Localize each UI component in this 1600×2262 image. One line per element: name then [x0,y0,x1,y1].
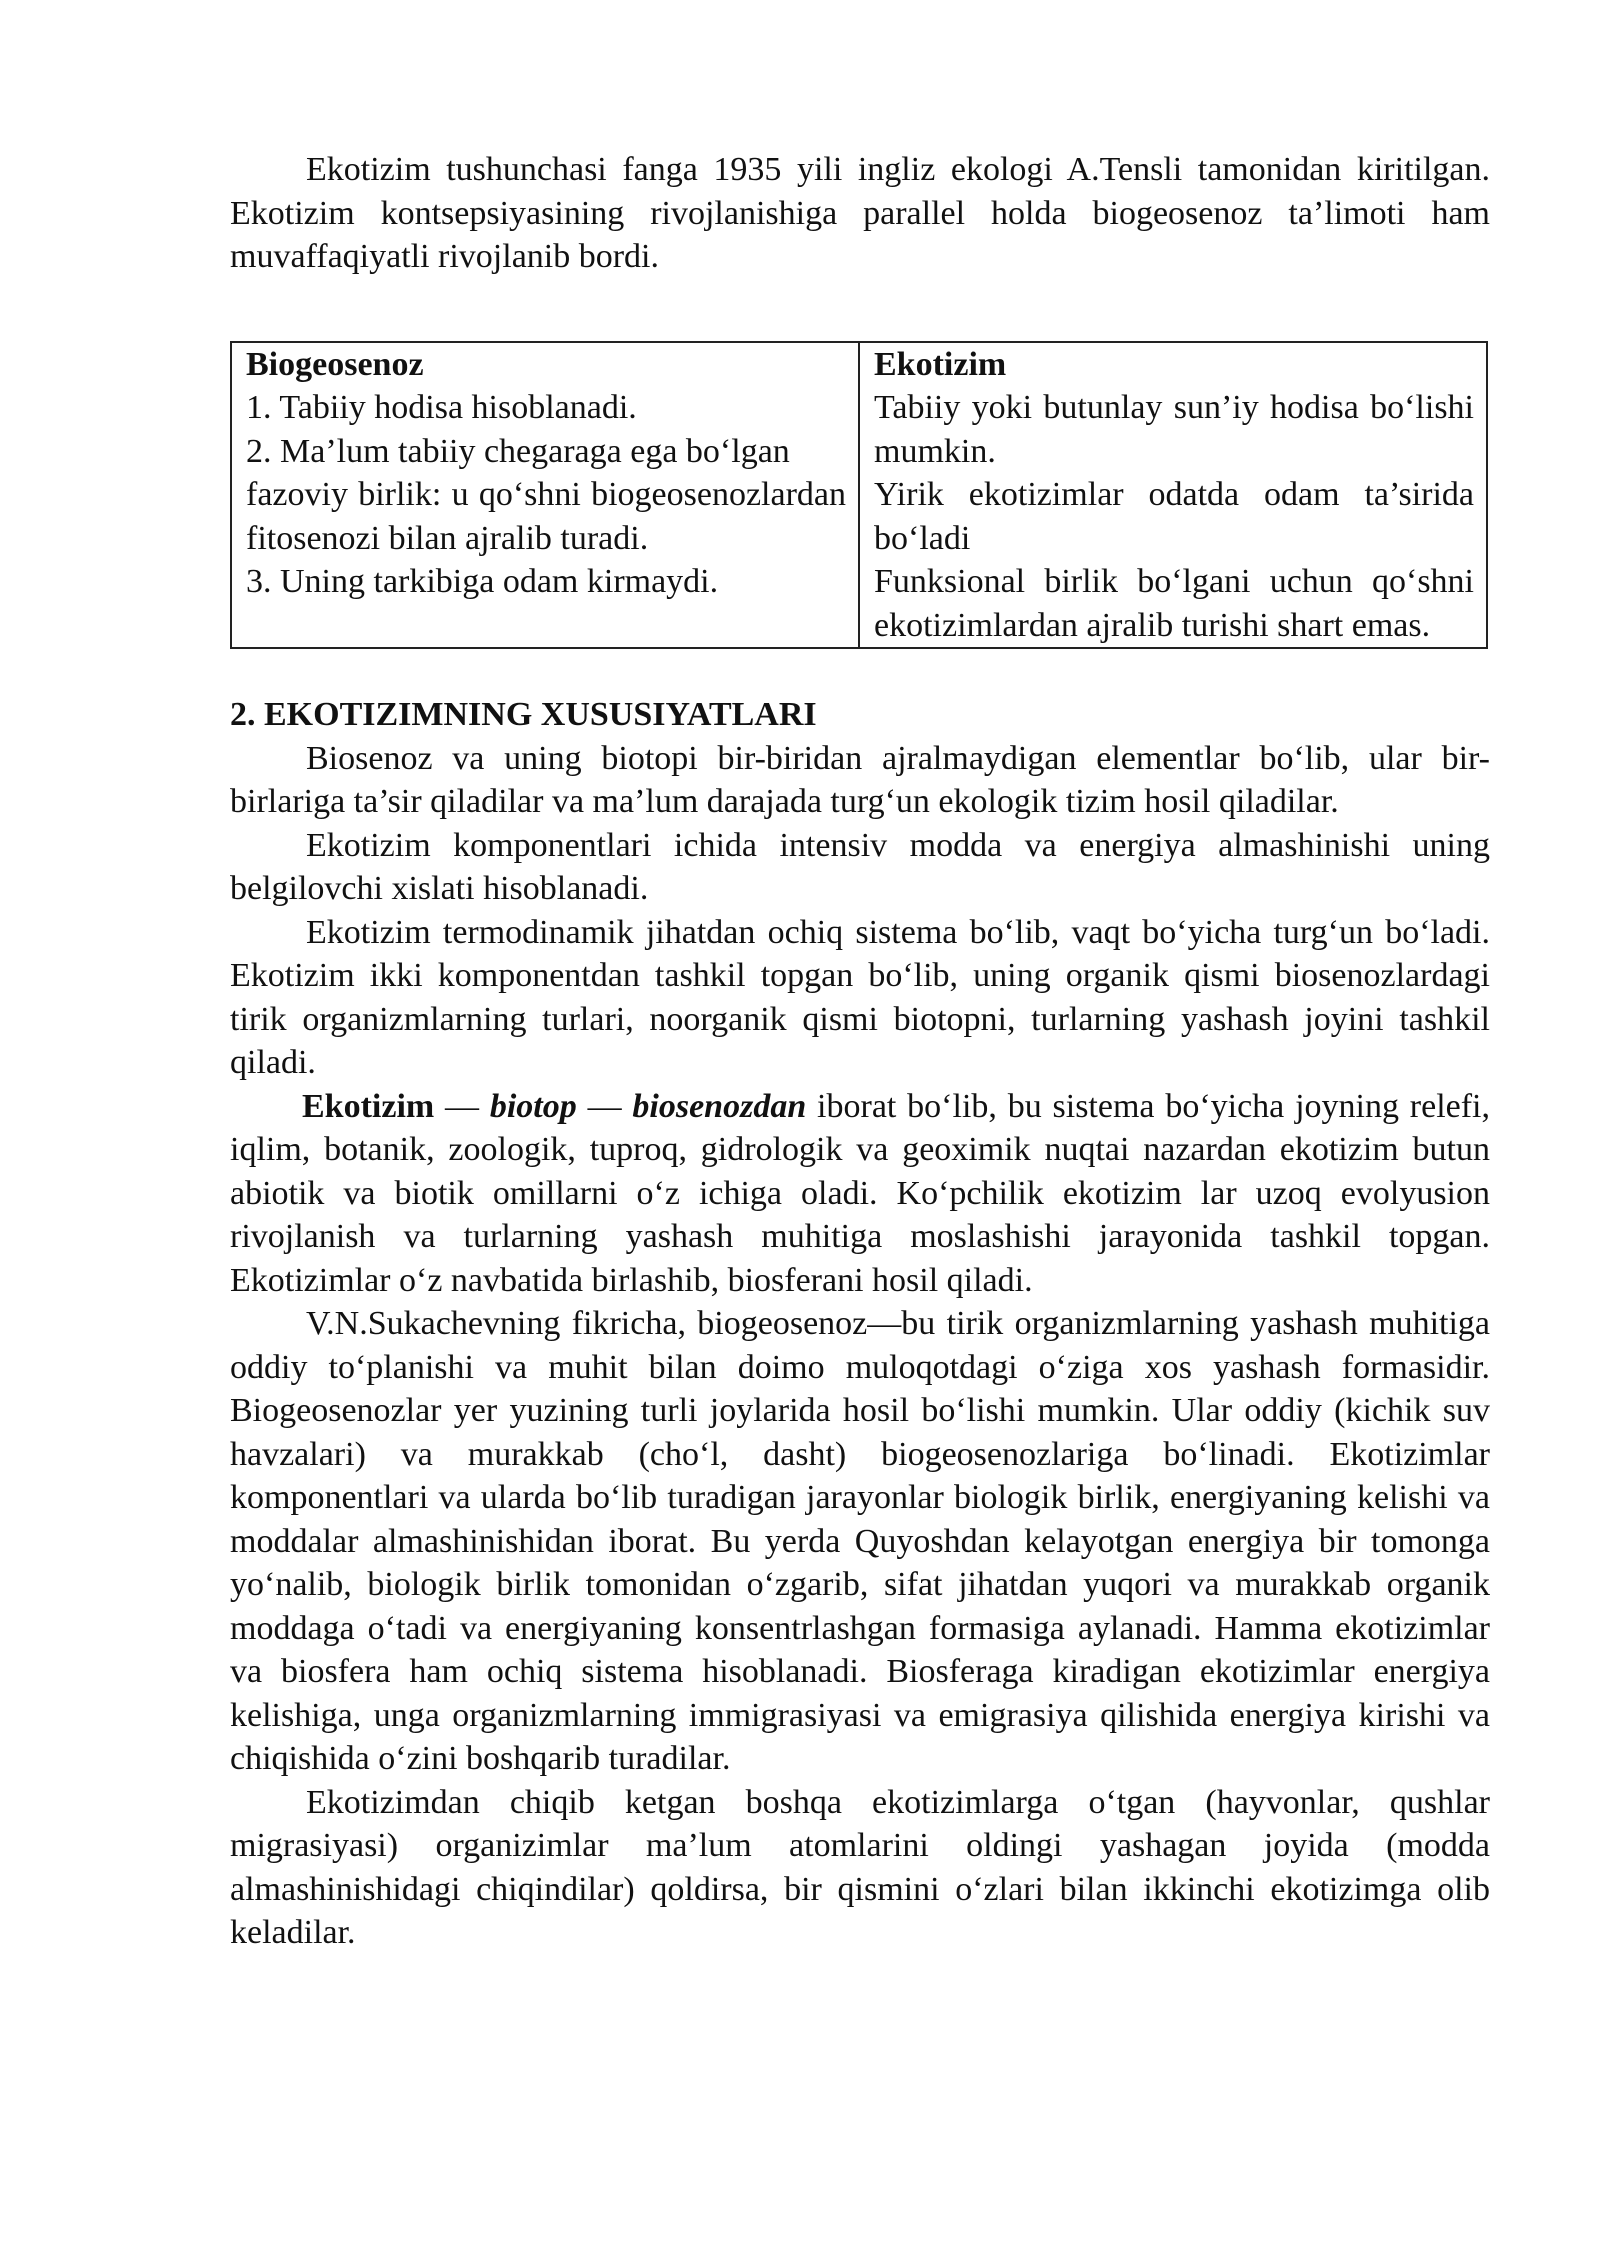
ekotizim-line: Funksional birlik bo‘lgani uchun qo‘shni ekotizimlardan ajralib turishi shart emas. [874,563,1474,644]
section-heading: 2. EKOTIZIMNING XUSUSIYATLARI [230,696,817,733]
ekotizim-line: Tabiiy yoki butunlay sun’iy hodisa bo‘lishi mumkin. [874,389,1474,470]
body-paragraph-definition [230,1085,1490,1303]
biogeosenoz-heading: Biogeosenoz [246,345,424,383]
document-page [230,148,1490,1955]
biogeosenoz-line: fazoviy birlik: u qo‘shni biogeosenozlardan fitosenozi bilan ajralib turadi. [246,476,846,557]
dash: — [576,1087,633,1125]
intro-paragraph: Ekotizim tushunchasi fanga 1935 yili ingliz ekologi A.Tensli tamonidan kiritilgan. Ekotizim kontsepsiyasining rivojlanishiga parallel holda biogeosenoz ta’limoti ham muvaffaqiyatli rivojlanib bordi. [230,151,1490,275]
biogeosenoz-line: 3. Uning tarkibiga odam kirmaydi. [246,563,719,600]
definition-text: iborat bo‘lib, bu sistema bo‘yicha joyning relefi, iqlim, botanik, zoologik, tuproq, gidrologik va geoximik nuqtai nazardan ekotizim butun abiotik va biotik omillarni o‘z ichiga oladi. Ko‘pchilik ekotizim lar uzoq evolyusion rivojlanish va turlarning yashash muhitiga moslashishi jarayonida tashkil topgan. Ekotizimlar o‘z navbatida birlashib, biosferani hosil qiladi. [230,1087,1491,1299]
biogeosenoz-line: 1. Tabiiy hodisa hisoblanadi. [246,389,637,426]
term-biosenozdan: biosenozdan [632,1087,807,1125]
body-paragraph: V.N.Sukachevning fikricha, biogeosenoz—bu tirik organizmlarning yashash muhitiga oddiy to‘planishi va muhit bilan doimo muloqotdagi o‘ziga xos yashash formasidir. Biogeosenozlar yer yuzining turli joylarida hosil bo‘lishi mumkin. Ular oddiy (kichik suv havzalari) va murakkab (cho‘l, dasht) biogeosenozlariga bo‘linadi. Ekotizimlar komponentlari va ularda bo‘lib turadigan jarayonlar biologik birlik, energiyaning kelishi va moddalar almashinishidan iborat. Bu yerda Quyoshdan kelayotgan energiya bir tomonga yo‘nalib, biologik birlik tomonidan o‘zgarib, sifat jihatdan yuqori va murakkab organik moddaga o‘tadi va energiyaning konsentrlashgan formasiga aylanadi. Hamma ekotizimlar va biosfera ham ochiq sistema hisoblanadi. Biosferaga kiradigan ekotizimlar energiya kelishiga, unga organizmlarning immigrasiyasi va emigrasiya qilishida energiya kirishi va chiqishida o‘zini boshqarib turadilar. [230,1305,1490,1777]
biogeosenoz-line: 2. Ma’lum tabiiy chegaraga ega bo‘lgan [246,432,790,470]
ekotizim-heading: Ekotizim [874,345,1007,383]
body-paragraph: Biosenoz va uning biotopi bir-biridan ajralmaydigan elementlar bo‘lib, ular bir-birlariga ta’sir qiladilar va ma’lum darajada turg‘un ekologik tizim hosil qiladilar. [230,739,1490,820]
table-row [231,342,1487,649]
dash: — [434,1087,490,1125]
body-paragraph: Ekotizim termodinamik jihatdan ochiq sistema bo‘lib, vaqt bo‘yicha turg‘un bo‘ladi. Ekotizim ikki komponentdan tashkil topgan bo‘lib, uning organik qismi biosenozlardagi tirik organizmlarning turlari, noorganik qismi biotopni, turlarning yashash joyini tashkil qiladi. [230,913,1490,1081]
term-ekotizim: Ekotizim [302,1087,435,1125]
comparison-table [230,341,1488,650]
body-paragraph: Ekotizim komponentlari ichida intensiv modda va energiya almashinishi uning belgilovchi xislati hisoblanadi. [230,826,1490,907]
ekotizim-cell [859,342,1487,649]
body-paragraph: Ekotizimdan chiqib ketgan boshqa ekotizimlarga o‘tgan (hayvonlar, qushlar migrasiyasi) organizimlar ma’lum atomlarini oldingi yashagan joyida (modda almashinishidagi chiqindilar) qoldirsa, bir qismini o‘zlari bilan ikkinchi ekotizimga olib keladilar. [230,1783,1490,1951]
ekotizim-line: Yirik ekotizimlar odatda odam ta’sirida bo‘ladi [874,476,1474,557]
biogeosenoz-cell [231,342,859,649]
term-biotop: biotop [489,1087,577,1125]
